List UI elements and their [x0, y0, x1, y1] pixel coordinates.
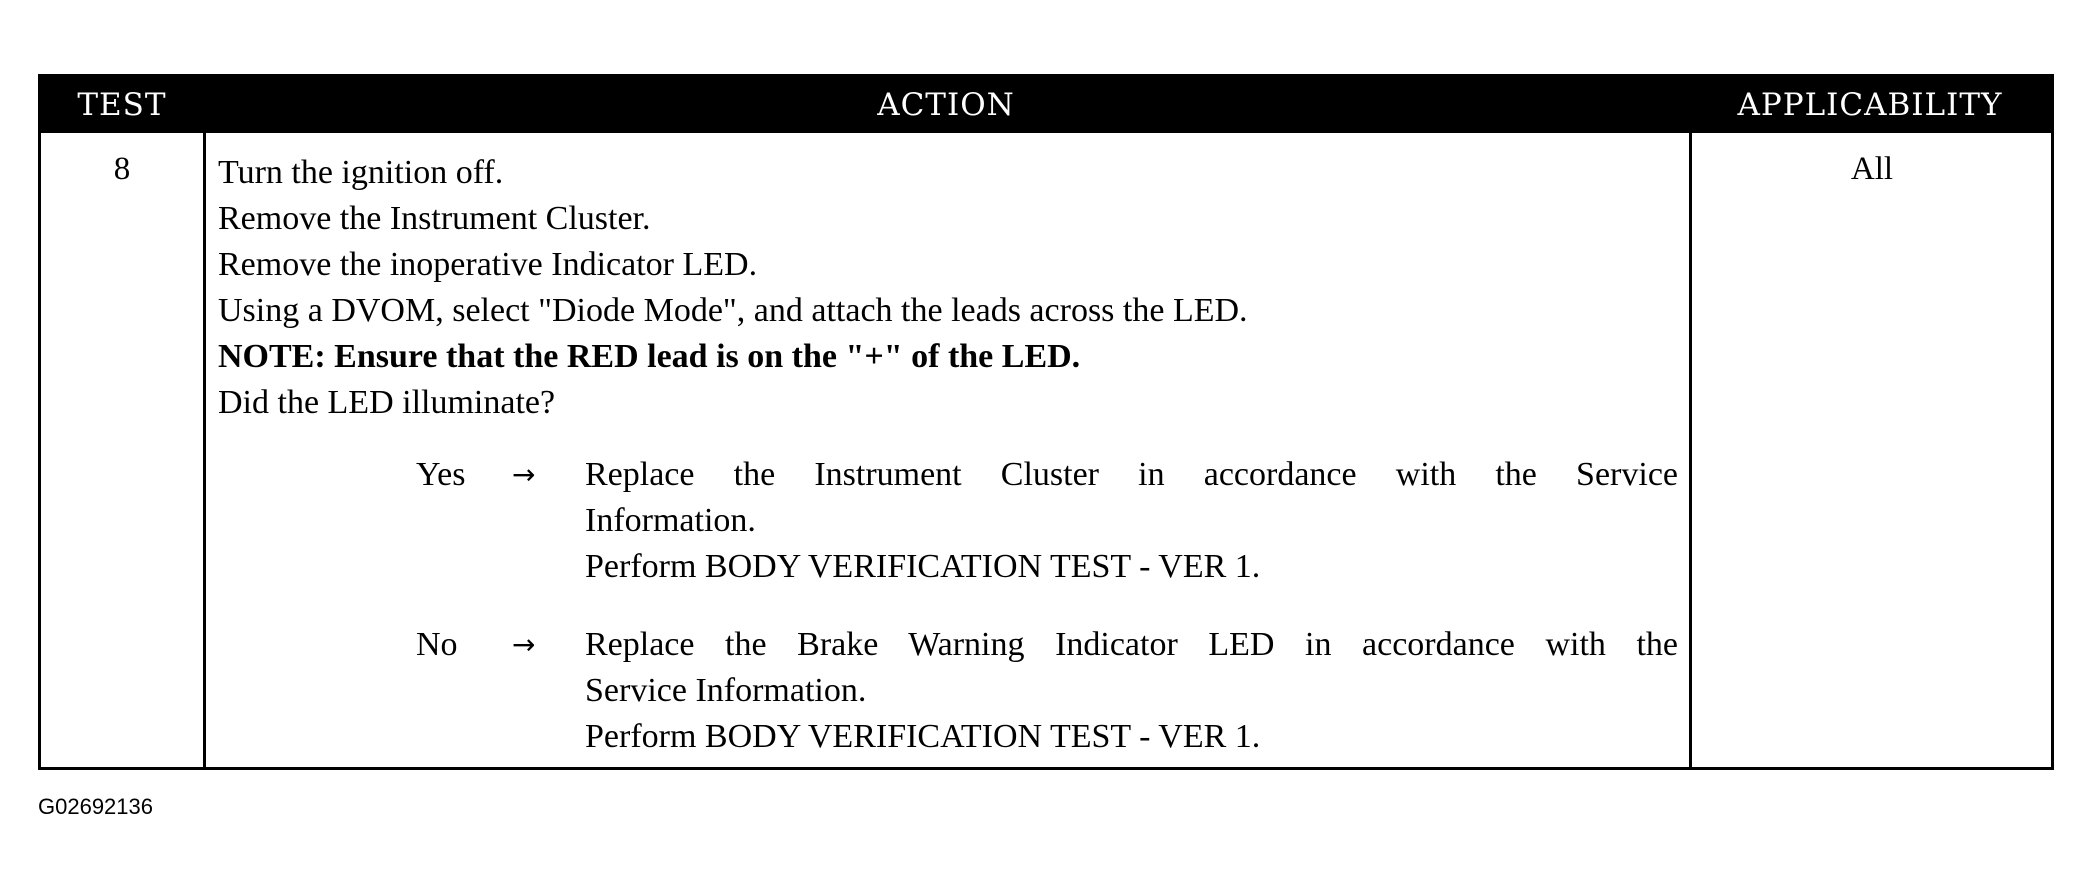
no-result-line: Service Information. — [585, 672, 867, 709]
right-arrow-icon: → — [512, 628, 536, 661]
no-result-line: Replace the Brake Warning Indicator LED in accordance with the — [585, 626, 1678, 663]
header-action: ACTION — [877, 87, 1015, 123]
column-divider-test-action — [203, 133, 206, 767]
figure-id: G02692136 — [38, 794, 153, 819]
yes-result-line: Perform BODY VERIFICATION TEST - VER 1. — [585, 548, 1261, 585]
diagnostic-test-table — [38, 74, 2054, 770]
action-steps — [218, 150, 1678, 426]
action-step: Using a DVOM, select "Diode Mode", and attach the leads across the LED. — [218, 292, 1248, 329]
yes-result-text — [585, 452, 1678, 590]
action-question: Did the LED illuminate? — [218, 384, 556, 421]
yes-label: Yes — [416, 456, 466, 493]
column-divider-action-applicability — [1689, 133, 1692, 767]
no-label: No — [416, 626, 458, 663]
no-result-line: Perform BODY VERIFICATION TEST - VER 1. — [585, 718, 1261, 755]
yes-result-line: Replace the Instrument Cluster in accordance with the Service — [585, 456, 1678, 493]
right-arrow-icon: → — [512, 458, 536, 491]
test-number-cell: 8 — [113, 151, 131, 187]
action-note: NOTE: Ensure that the RED lead is on the "+" of the LED. — [218, 338, 1081, 375]
no-result-text — [585, 622, 1678, 760]
action-step: Remove the Instrument Cluster. — [218, 200, 651, 237]
header-applicability: APPLICABILITY — [1737, 87, 2003, 123]
yes-result-line: Information. — [585, 502, 756, 539]
action-step: Turn the ignition off. — [218, 154, 504, 191]
header-test: TEST — [77, 87, 167, 123]
applicability-cell: All — [1850, 151, 1894, 187]
table-header-row — [41, 77, 2051, 133]
action-step: Remove the inoperative Indicator LED. — [218, 246, 758, 283]
